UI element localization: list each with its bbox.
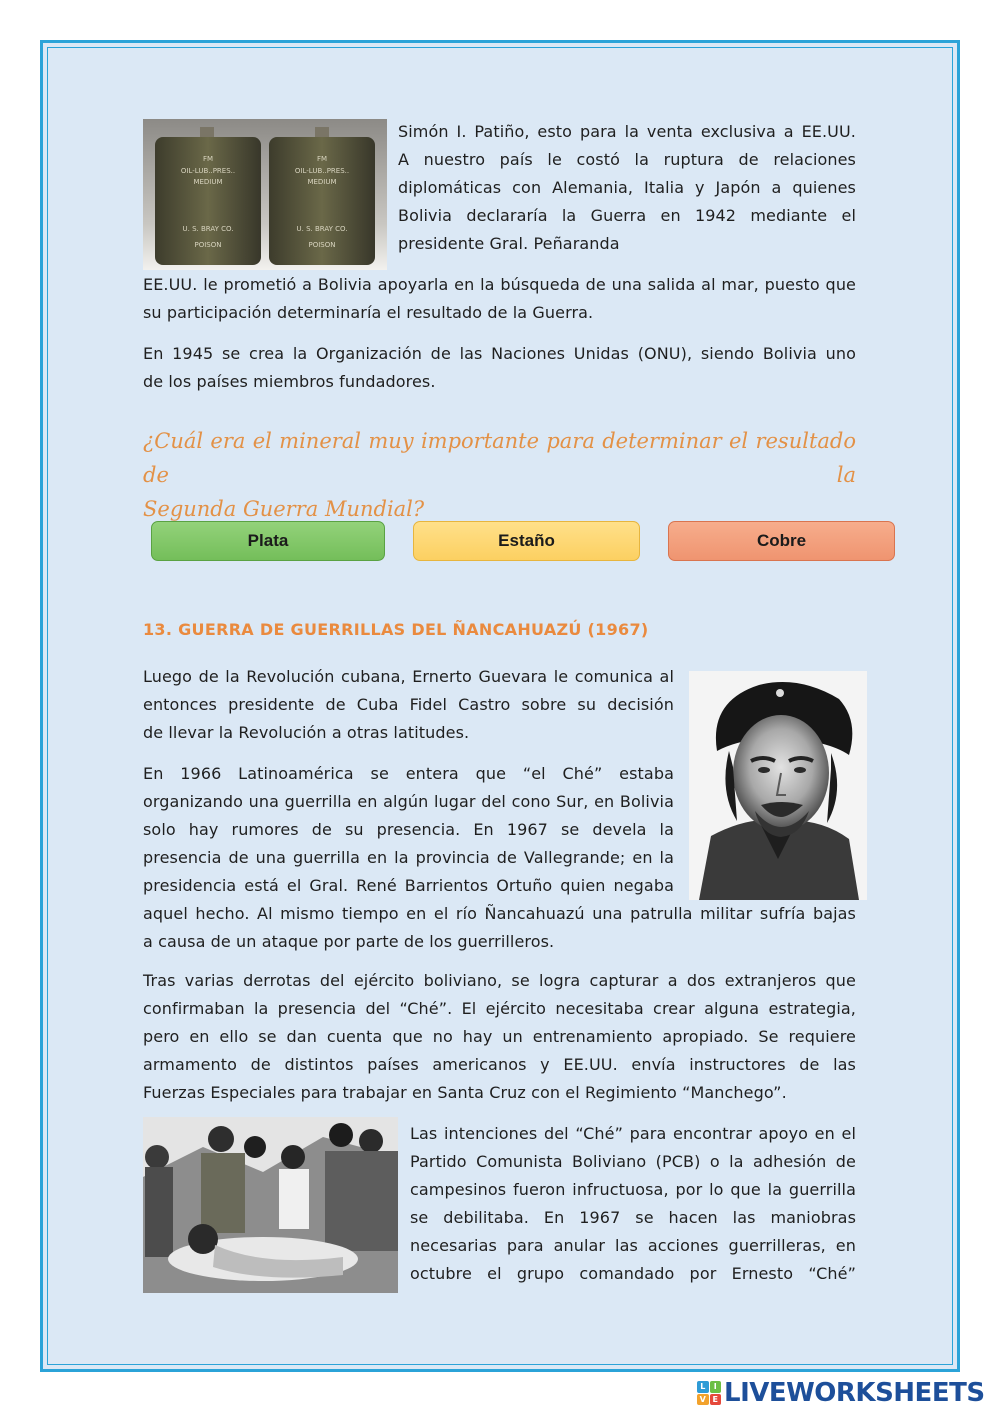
can2-label-1: FM [316,155,328,163]
oil-cans-photo [143,119,387,270]
can2-label-3: MEDIUM [307,178,337,186]
text-line: solo hay rumores de su presencia. En 1967 se devela la [143,820,674,839]
can-label-1: FM [202,155,214,163]
text-line: a causa de un ataque por parte de los guerrilleros. [143,932,555,951]
can2-label-4: U. S. BRAY CO. [296,225,348,233]
text-line: de llevar la Revolución a otras latitudes. [143,723,470,742]
text-line: presidente Gral. Peñaranda [398,234,620,253]
text-line: Fuerzas Especiales para trabajar en Santa Cruz con el Regimiento “Manchego”. [143,1083,787,1102]
text-line: se debilitaba. En 1967 se hacen las maniobras [410,1208,856,1227]
text-line: entonces presidente de Cuba Fidel Castro sobre su decisión [143,695,674,714]
section13-paragraph-1 [143,663,674,747]
question-line: ¿Cuál era el mineral muy importante para determinar el resultado de la [143,429,856,487]
can2-label-5: POISON [308,241,336,249]
intro-paragraph [398,118,856,258]
text-line: En 1966 Latinoamérica se entera que “el Ché” estaba [143,764,674,783]
question-line: Segunda Guerra Mundial? [143,497,425,521]
text-line: Tras varias derrotas del ejército boliviano, se logra capturar a dos extranjeros que [143,971,856,990]
text-line: su participación determinaría el resultado de la Guerra. [143,303,594,322]
text-line: campesinos fueron infructuosa, por lo que la guerrilla [410,1180,856,1199]
text-line: presencia de una guerrilla en la provincia de Vallegrande; en la [143,848,674,867]
text-line: Luego de la Revolución cubana, Ernerto Guevara le comunica al [143,667,674,686]
text-line: organizando una guerrilla en algún lugar del cono Sur, en Bolivia [143,792,674,811]
option-cobre-button[interactable]: Cobre [668,521,895,561]
option-plata-button[interactable]: Plata [151,521,385,561]
section13-paragraph-3 [143,967,856,1107]
liveworksheets-logo[interactable] [697,1378,985,1408]
text-line: Bolivia declararía la Guerra en 1942 mediante el [398,206,856,225]
can-label-4: U. S. BRAY CO. [182,225,234,233]
can-label-5: POISON [194,241,222,249]
text-line: A nuestro país le costó la ruptura de relaciones [398,150,856,169]
text-line: EE.UU. le prometió a Bolivia apoyarla en la búsqueda de una salida al mar, puesto que [143,275,856,294]
che-captured-photo [143,1117,398,1293]
text-line: de los países miembros fundadores. [143,372,436,391]
text-line: necesarias para anular las acciones guerrilleras, en [410,1236,856,1255]
section13-paragraph-2 [143,760,856,956]
section13-paragraph-4 [410,1120,856,1288]
onu-paragraph [143,340,856,396]
liveworksheets-logo-icon: L I V E [697,1381,721,1405]
can-label-3: MEDIUM [193,178,223,186]
section-13-heading: 13. GUERRA DE GUERRILLAS DEL ÑANCAHUAZÚ (1967) [143,620,649,639]
text-line: confirmaban la presencia del “Ché”. El ejército necesitaba crear alguna estrategia, [143,999,856,1018]
text-line: Partido Comunista Boliviano (PCB) o la adhesión de [410,1152,856,1171]
liveworksheets-logo-text: LIVEWORKSHEETS [724,1378,985,1408]
text-line: aquel hecho. Al mismo tiempo en el río Ñancahuazú una patrulla militar sufría bajas [143,904,856,923]
text-line: En 1945 se crea la Organización de las Naciones Unidas (ONU), siendo Bolivia uno [143,344,856,363]
text-line: armamento de distintos países americanos y EE.UU. envía instructores de las [143,1055,856,1074]
text-line: diplomáticas con Alemania, Italia y Japón a quienes [398,178,856,197]
text-line: octubre el grupo comandado por Ernesto “Ché” [410,1264,856,1283]
text-line: Las intenciones del “Ché” para encontrar apoyo en el [410,1124,856,1143]
text-line: Simón I. Patiño, esto para la venta exclusiva a EE.UU. [398,122,856,141]
text-line: pero en ello se dan cuenta que no hay un entrenamiento apropiado. Se requiere [143,1027,856,1046]
text-line: presidencia está el Gral. René Barrientos Ortuño quien negaba [143,876,674,895]
option-estano-button[interactable]: Estaño [413,521,640,561]
usa-paragraph [143,271,856,327]
question-text [143,424,856,526]
can-label-2: OIL-LUB..PRES.. [180,167,236,175]
can2-label-2: OIL-LUB..PRES.. [294,167,350,175]
